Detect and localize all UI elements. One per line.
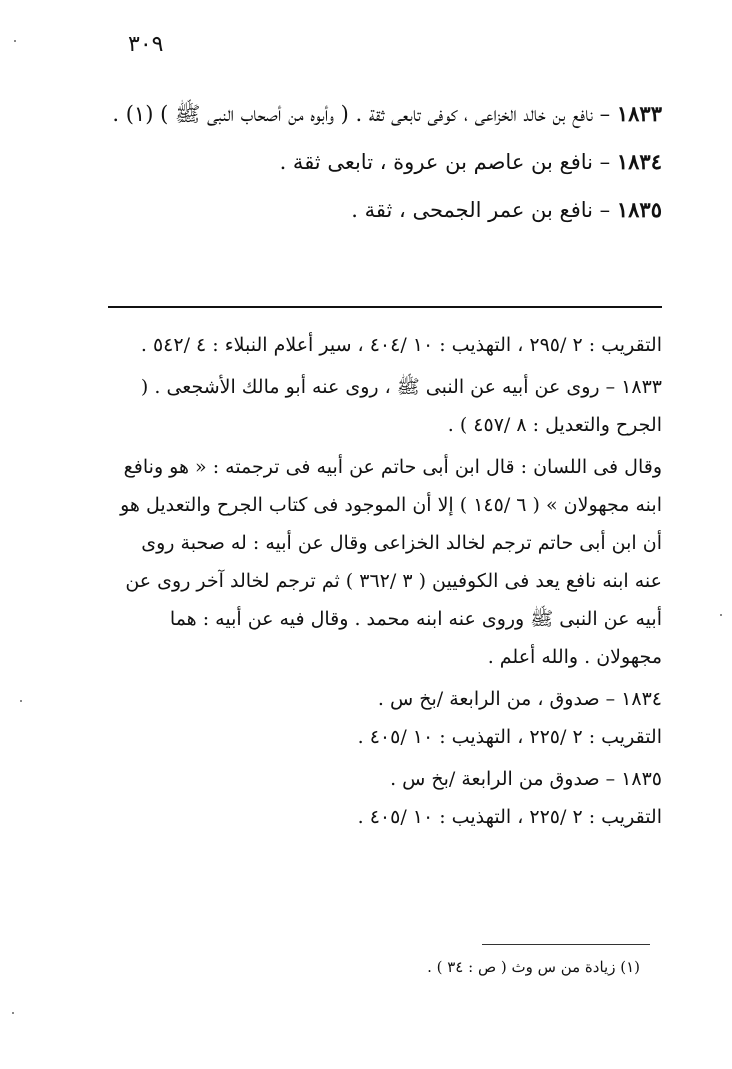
note-paragraph: ١٨٣٤ – صدوق ، من الرابعة /بخ س . [377,688,662,710]
note-reference: التقريب : ٢ /٢٢٥ ، التهذيب : ١٠ /٤٠٥ . [357,806,662,828]
entry-text: – نافع بن عاصم بن عروة ، تابعى ثقة . [279,150,611,174]
scan-speck [720,614,722,616]
entry-number: ١٨٣٥ [616,197,662,222]
entry-text: – نافع بن خالد الخزاعى ، كوفى تابعى ثقة . ( وأبوه من أصحاب النبى ﷺ ) (١) . [112,102,611,126]
scan-speck [14,40,16,42]
main-entries [108,92,662,236]
note-paragraph: التقريب : ٢ /٢٩٥ ، التهذيب : ١٠ /٤٠٤ ، سير أعلام النبلاء : ٤ /٥٤٢ . [140,334,662,356]
note-entry [108,760,662,836]
note-entry [108,680,662,756]
entry-1833 [108,92,662,136]
entry-number: ١٨٣٤ [616,149,662,174]
note-reference: التقريب : ٢ /٢٢٥ ، التهذيب : ١٠ /٤٠٥ . [357,726,662,748]
page-number: ٣٠٩ [128,32,164,57]
footnote: (١) زيادة من س وث ( ص : ٣٤ ) . [427,958,640,976]
entry-number: ١٨٣٣ [616,101,662,126]
footnote-rule [482,944,650,945]
note-paragraph: وقال فى اللسان : قال ابن أبى حاتم عن أبيه فى ترجمته : « هو ونافع ابنه مجهولان » ( ٦ /١٤٥ ) إلا أن الموجود فى كتاب الجرح والتعديل هو أن ابن أبى حاتم ترجم لخالد الخزاعى وقال عن أبيه : له صحبة روى عنه ابنه نافع يعد فى الكوفيين ( ٣ /٣٦٢ ) ثم ترجم لخالد آخر روى عن أبيه عن النبى ﷺ وروى عنه ابنه محمد . وقال فيه عن أبيه : هما مجهولان . والله أعلم . [120,456,662,668]
entry-1835 [108,188,662,232]
entry-text: – نافع بن عمر الجمحى ، ثقة . [351,198,611,222]
section-divider [108,306,662,308]
notes-section [108,326,662,840]
note-paragraph: ١٨٣٣ – روى عن أبيه عن النبى ﷺ ، روى عنه أبو مالك الأشجعى . ( الجرح والتعديل : ٨ /٤٥٧ ) . [140,376,662,436]
entry-1834 [108,140,662,184]
note-paragraph: ١٨٣٥ – صدوق من الرابعة /بخ س . [390,768,662,790]
scan-speck [20,700,22,702]
scan-speck [12,1012,14,1014]
